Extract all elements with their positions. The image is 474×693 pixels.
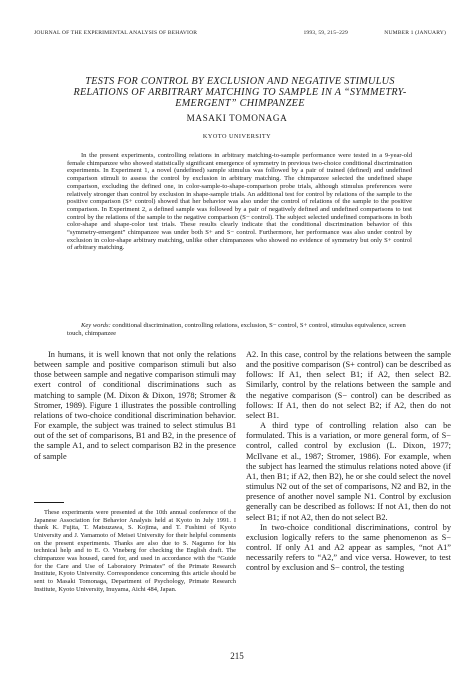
body-column-right: [246, 350, 451, 573]
keywords: [67, 322, 412, 337]
body-paragraph: A2. In this case, control by the relations between the sample and the positive comparison (S+ control) can be described as follows: If A1, then select B1; if A2, then select B2. Similarly, control by the relations between the sample and the negative comparison (S− control) can be described as follows: If A1, then do not select B2; if A2, then do not select B1.: [246, 350, 451, 420]
body-paragraph: A third type of controlling relation also can be formulated. This is a variation, or more general form, of S− control, called control by exclusion (L. Dixon, 1977; McIlvane et al., 1987; Stromer, 1986). For example, when the subject has learned the stimulus relations noted above (if A1, then B1; if A2, then B2), he or she could select the novel stimulus N2 out of the set of comparisons, N2 and B2, in the presence of another novel sample N1. Control by exclusion generally can be described as follows: If not A1, then do not select B1; if not A2, then do not select B2.: [246, 421, 451, 522]
author-name: MASAKI TOMONAGA: [186, 113, 288, 123]
keywords-label: Key words:: [81, 322, 111, 329]
running-head: [34, 30, 446, 36]
journal-name: JOURNAL OF THE EXPERIMENTAL ANALYSIS OF BEHAVIOR: [34, 30, 198, 36]
page-number: 215: [230, 651, 244, 661]
footnote-rule: [34, 502, 64, 503]
issue-number: NUMBER 1 (JANUARY): [384, 30, 446, 36]
body-paragraph: In humans, it is well known that not only the relations between sample and positive comparison stimuli but also those between sample and negative comparison stimuli may exert control of conditional discriminations such as matching to sample (M. Dixon & Dixon, 1978; Stromer & Stromer, 1989). Figure 1 illustrates the possible controlling relations of two-choice conditional discrimination behavior. For example, the subject was trained to select stimulus B1 out of the set of comparisons, B1 and B2, in the presence of the sample A1, and to select comparison B2 in the presence of sample: [34, 350, 236, 461]
footnote: These experiments were presented at the 10th annual conference of the Japanese Association for Behavior Analysis held at Kyoto in July 1991. I thank K. Fujita, T. Matsuzawa, S. Kojima, and T. Fushimi of Kyoto University and J. Yamamoto of Meisei University for their helpful comments on the present experiments. Thanks are also due to S. Nagumo for his technical help and to E. O. Vineberg for checking the English draft. The chimpanzee was housed, cared for, and used in accordance with the “Guide for the Care and Use of Laboratory Primates” of the Primate Research Institute, Kyoto University. Correspondence concerning this article should be sent to Masaki Tomonaga, Department of Psychology, Primate Research Institute, Kyoto University, Inuyama, Aichi 484, Japan.: [34, 509, 236, 593]
abstract: In the present experiments, controlling relations in arbitrary matching-to-sample performance were tested in a 9-year-old female chimpanzee who showed statistically significant emergence of symmetry in previous two-choice conditional discrimination experiments. In Experiment 1, a novel (undefined) sample stimulus was followed by a pair of trained (defined) and undefined comparison stimuli to assess the control by exclusion in arbitrary matching. The chimpanzee selected the undefined shape comparison, excluding the defined one, in color-sample-to-shape-comparison probe trials, although stimulus preferences were relatively stronger than control by exclusion in shape-sample trials. An additional test for control by relations of the sample to the positive comparison (S+ control) showed that her behavior was also under the control of relations of the sample to the positive comparison. In Experiment 2, a defined sample was followed by a pair of negatively defined and undefined comparisons to test control by the relations of the sample to the negative comparison (S− control). The subject selected undefined comparisons in both color-shape and shape-color test trials. These results clearly indicate that the conditional discrimination behavior of this “symmetry-emergent” chimpanzee was under both S+ and S− control. Furthermore, her performance was also under control by exclusion in color-shape arbitrary matching, unlike other chimpanzees who showed no evidence of symmetry but only S+ control of arbitrary matching.: [67, 152, 412, 252]
article-title: TESTS FOR CONTROL BY EXCLUSION AND NEGATIVE STIMULUS RELATIONS OF ARBITRARY MATCHING TO SAMPLE IN A “SYMMETRY-EMERGENT” CHIMPANZEE: [73, 76, 407, 109]
affiliation: KYOTO UNIVERSITY: [202, 133, 272, 140]
body-column-left: [34, 350, 236, 462]
keywords-text: conditional discrimination, controlling relations, exclusion, S− control, S+ control, stimulus equivalence, screen touch, chimpanzee: [67, 322, 406, 337]
volume-info: 1993, 59, 215–229: [303, 30, 348, 36]
body-paragraph: In two-choice conditional discriminations, control by exclusion logically refers to the same phenomenon as S− control. If only A1 and A2 appear as samples, “not A1” necessarily refers to “A2,” and vice versa. However, to test control by exclusion and S− control, the testing: [246, 522, 451, 573]
